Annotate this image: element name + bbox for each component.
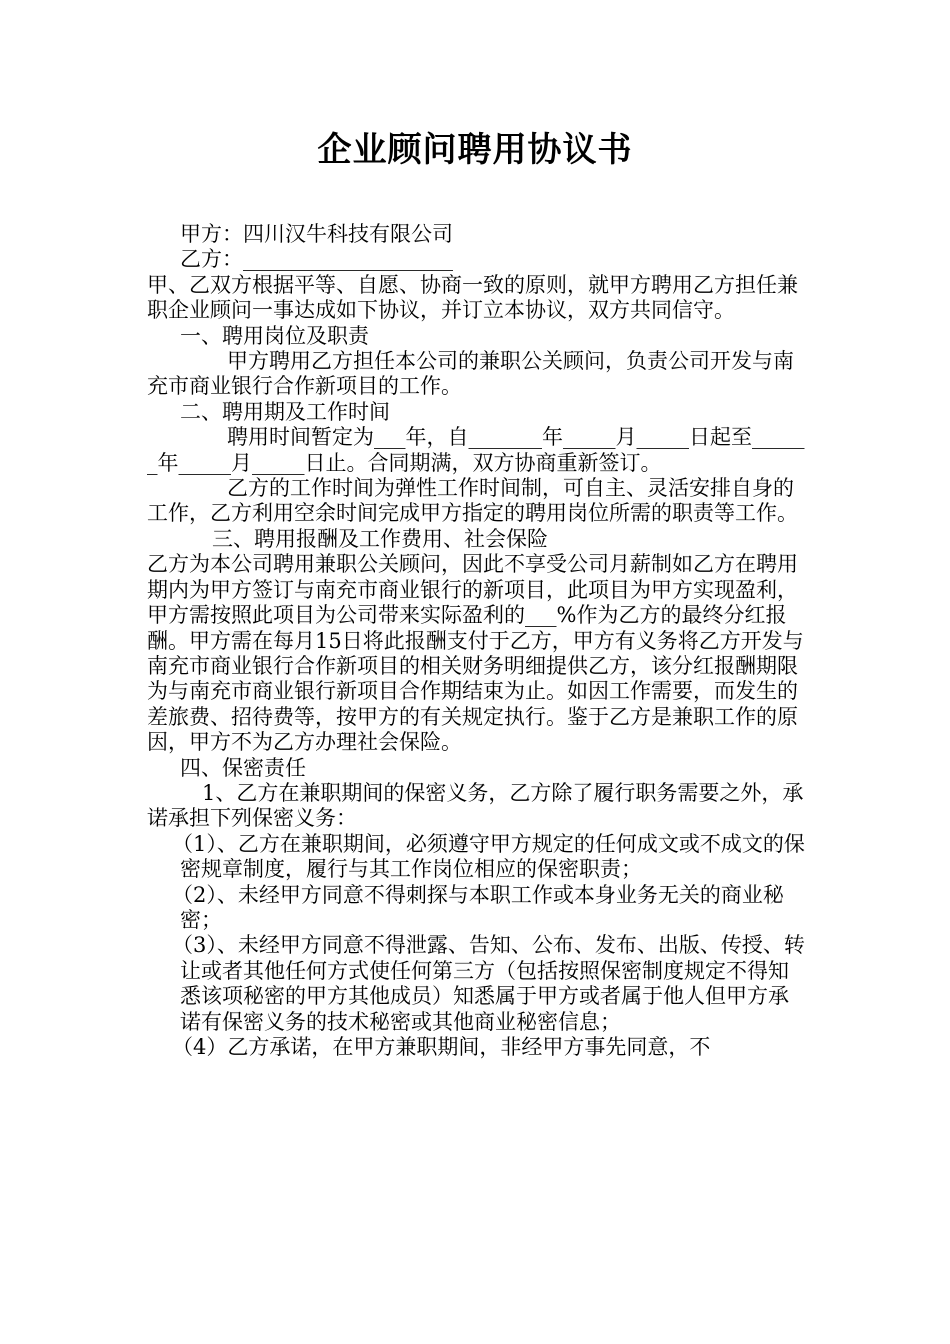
section-3-text: 乙方为本公司聘用兼职公关顾问，因此不享受公司月薪制如乙方在聘用期内为甲方签订与南充市商业银行的新项目，此项目为甲方实现盈利，甲方需按照此项目为公司带来实际盈利的___%作为乙方的最终分红报酬。甲方需在每月15日将此报酬支付于乙方，甲方有义务将乙方开发与南充市商业银行合作新项目的相关财务明细提供乙方，该分红报酬期限为与南充市商业银行新项目合作期结束为止。如因工作需要，而发生的差旅费、招待费等，按甲方的有关规定执行。鉴于乙方是兼职工作的原因，甲方不为乙方办理社会保险。 xyxy=(147,552,804,755)
section-4-sub-1: （1）、乙方在兼职期间，必须遵守甲方规定的任何成文或不成文的保密规章制度，履行与其工作岗位相应的保密职责； xyxy=(172,831,805,882)
section-4-sub-3: （3）、未经甲方同意不得泄露、告知、公布、发布、出版、传授、转让或者其他任何方式使任何第三方（包括按照保密制度规定不得知悉该项秘密的甲方其他成员）知悉属于甲方或者属于他人但甲方承诺有保密义务的技术秘密或其他商业秘密信息； xyxy=(172,933,805,1034)
section-3-heading: 三、聘用报酬及工作费用、社会保险 xyxy=(212,526,548,551)
document-title: 企业顾问聘用协议书 xyxy=(317,130,633,170)
section-4-item-1: 1、乙方在兼职期间的保密义务，乙方除了履行职务需要之外，承诺承担下列保密义务： xyxy=(147,780,804,831)
section-4-sub-2: （2）、未经甲方同意不得刺探与本职工作或本身业务无关的商业秘密； xyxy=(172,882,784,932)
document-body xyxy=(147,222,807,1060)
section-2-text-term: 聘用时间暂定为___年，自_______年_____月_____日起至______年_____月_____日止。合同期满，双方协商重新签订。 xyxy=(147,425,805,475)
section-4-heading: 四、保密责任 xyxy=(180,755,306,780)
intro-paragraph: 甲、乙双方根据平等、自愿、协商一致的原则，就甲方聘用乙方担任兼职企业顾问一事达成如下协议，并订立本协议，双方共同信守。 xyxy=(147,272,798,323)
section-4-sub-4: （4）乙方承诺，在甲方兼职期间，非经甲方事先同意，不 xyxy=(172,1035,711,1059)
section-1-heading: 一、聘用岗位及职责 xyxy=(180,323,369,348)
section-2-text-hours: 乙方的工作时间为弹性工作时间制，可自主、灵活安排自身的工作，乙方利用空余时间完成甲方指定的聘用岗位所需的职责等工作。 xyxy=(147,476,798,526)
party-a-line: 甲方：四川汉牛科技有限公司 xyxy=(180,222,453,246)
party-b-line: 乙方：____________________ xyxy=(180,247,453,272)
section-2-heading: 二、聘用期及工作时间 xyxy=(180,399,390,424)
section-1-text: 甲方聘用乙方担任本公司的兼职公关顾问，负责公司开发与南充市商业银行合作新项目的工作。 xyxy=(147,349,794,399)
